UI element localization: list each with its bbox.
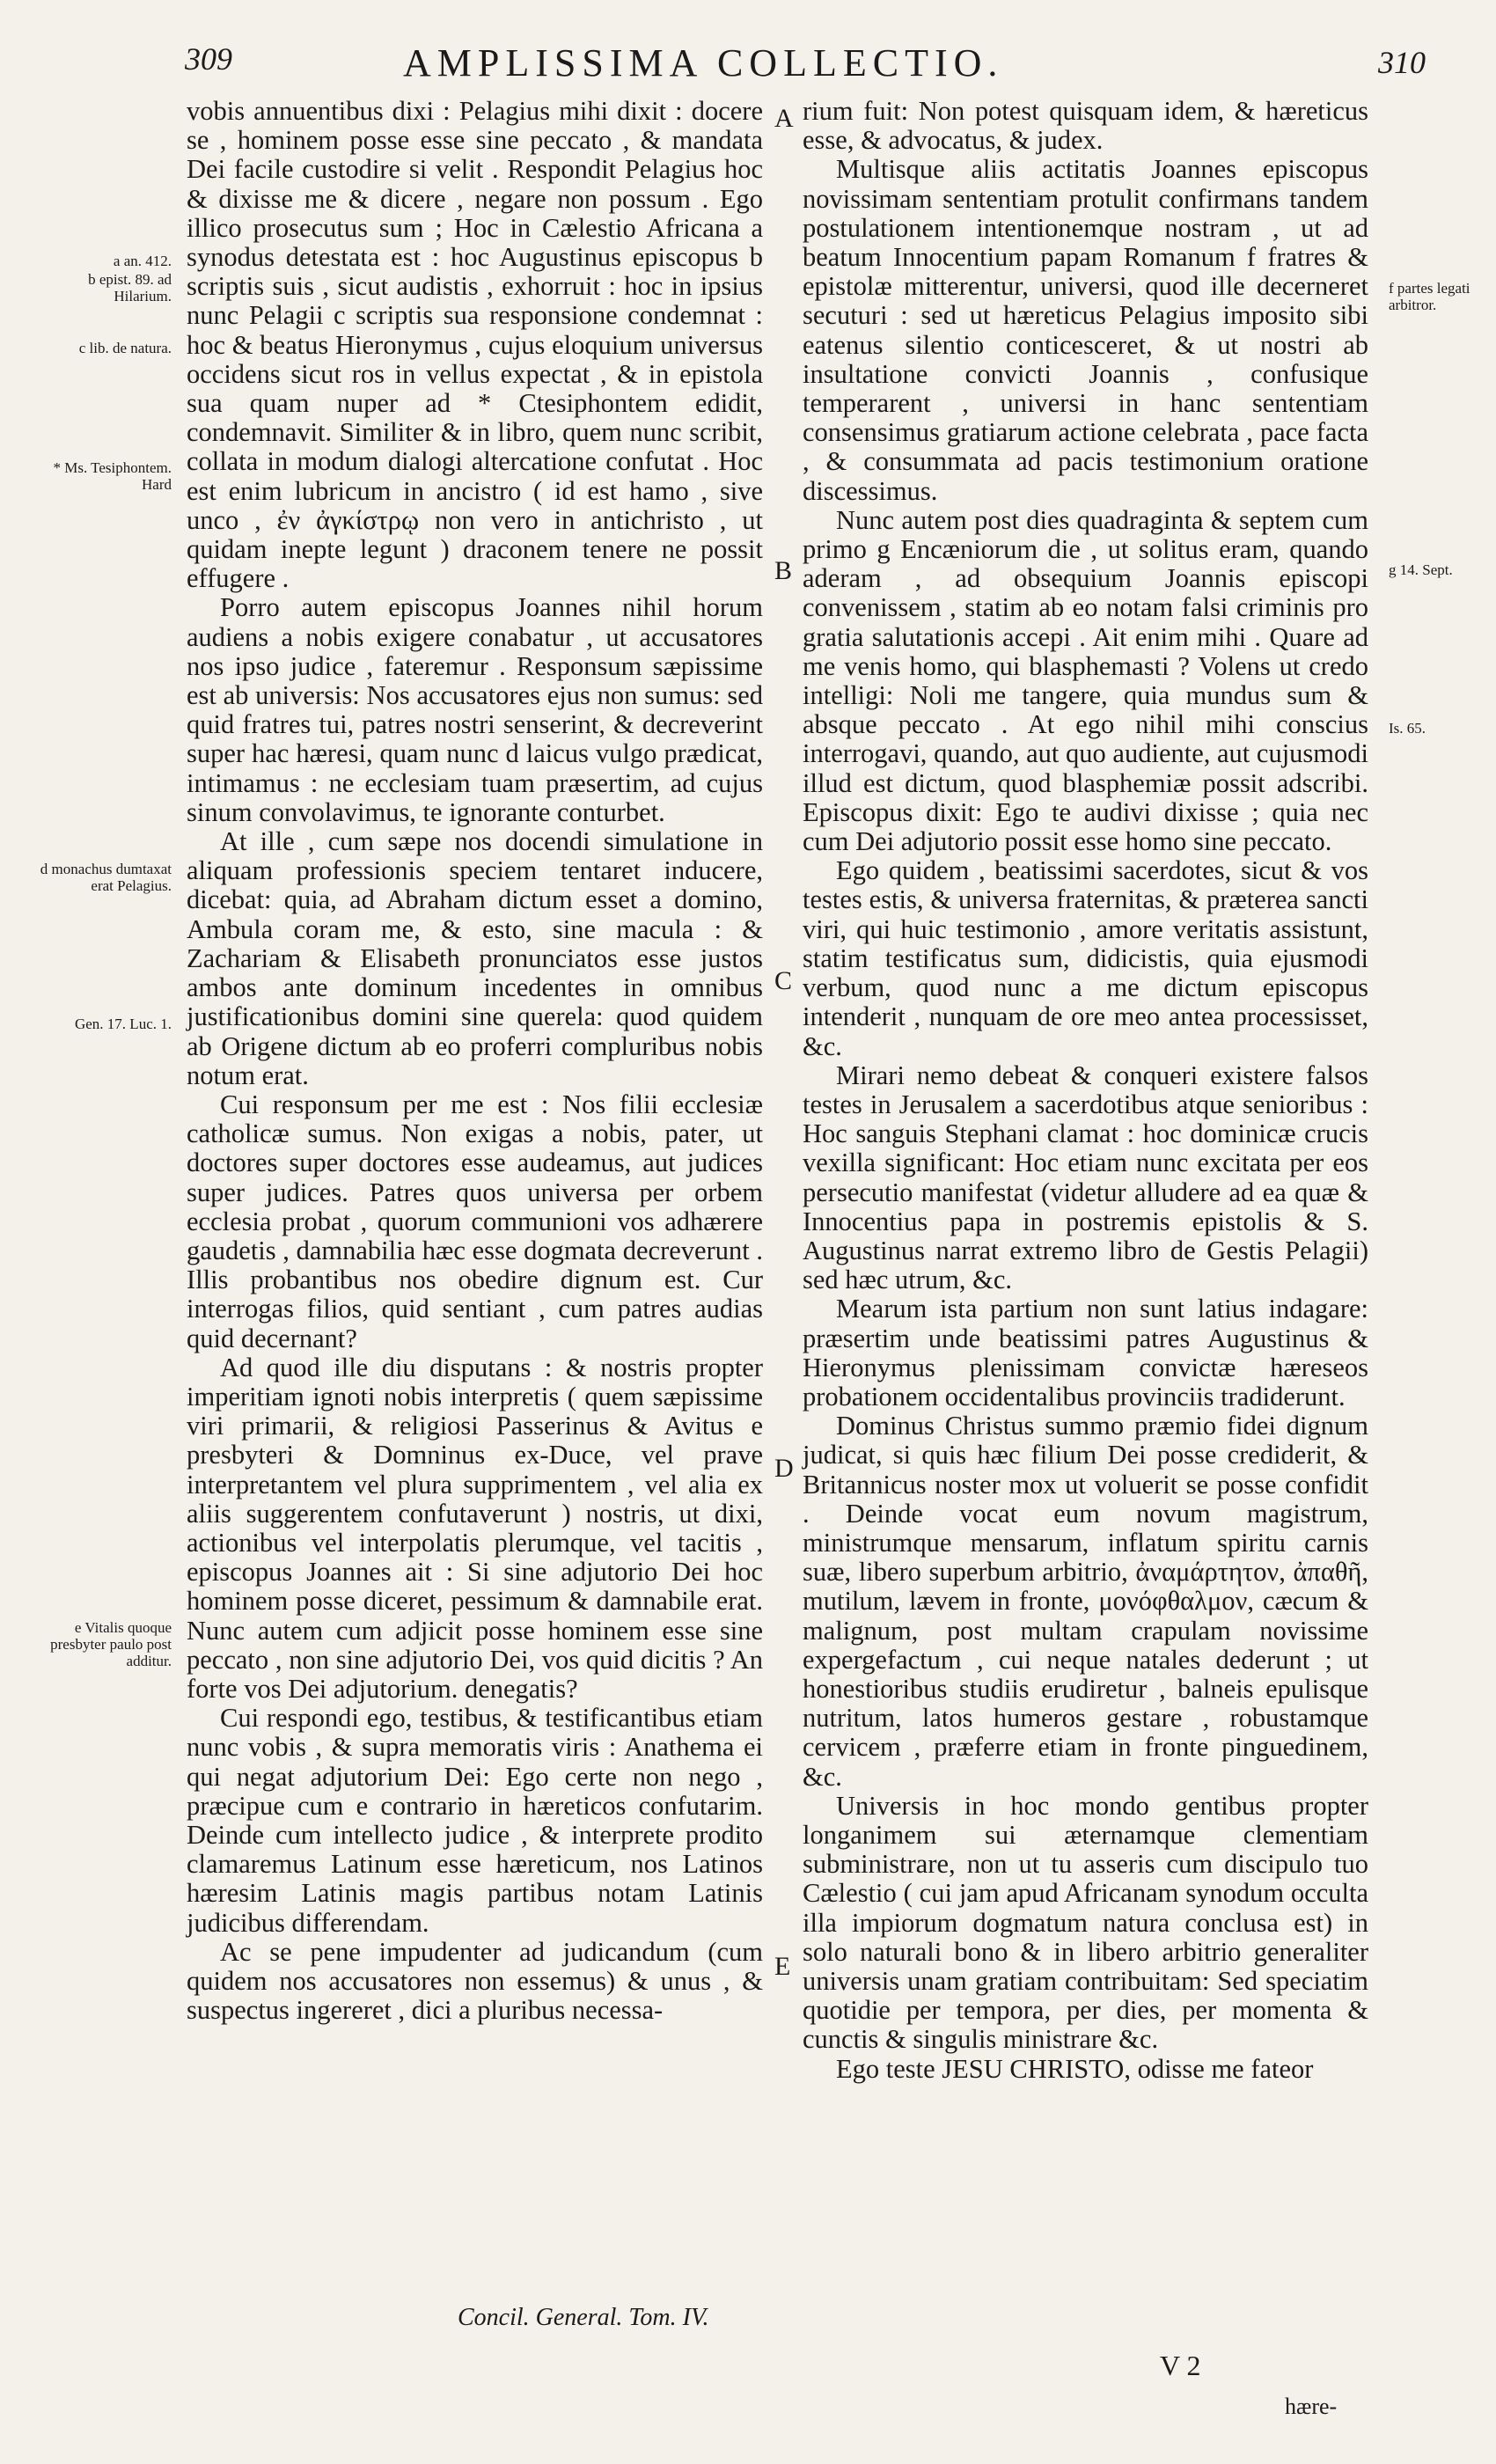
page-number-right: 310	[1378, 45, 1426, 80]
paragraph: Nunc autem post dies quadraginta & septem cum primo g Encæniorum die , ut solitus eram, quando aderam , ad obsequium Joannis episcopi convenissem , statim ab eo notam falsi criminis pro gratia salutationis accepi . Ait enim mihi . Quare ad me venis homo, qui blasphemasti ? Volens ut credo intelligi: Noli me tangere, quia mundus sum & absque peccato . At ego nihil mihi conscius interrogavi, quando, aut quo audiente, aut cujusmodi illud est dictum, quod blasphemiæ possit adscribi. Episcopus dixit: Ego te audivi dixisse ; quia nec cum Dei adjutorio possit esse homo sine peccato.	[803, 504, 1368, 857]
paragraph: Dominus Christus summo præmio fidei dignum judicat, si quis hæc filium Dei posse crediderit, & Britannicus noster mox ut voluerit se posse confidit . Deinde vocat eum novum magistrum, ministrumque mensarum, inflatum spiritu carnis suæ, libero superbum arbitrio, ἀναμάρτητον, ἀπαθῆ, mutilum, lævem in fronte, μονόφθαλμον, cæcum & malignum, post multam crapulam novissime expergefactum , cui neque natales dederunt ; ut honestioribus studiis erudiretur , balneis epulisque nutritum, latos humeros gestare , robustamque cervicem , præferre etiam in fronte pinguedinem, &c.	[803, 1411, 1368, 1792]
paragraph: vobis annuentibus dixi : Pelagius mihi dixit : docere se , hominem posse esse sine peccato , & mandata Dei facile custodire si velit . Respondit Pelagius hoc & dixisse me & dicere , negare non possum . Ego illico prosecutus sum ; Hoc in Cælestio Africana a synodus detestata est : hoc Augustinus episcopus b scriptis suis , sicut audistis , exhorruit : hoc in ipsius nunc Pelagii c scriptis sua responsione condemnat : hoc & beatus Hieronymus , cujus eloquium universus occidens sicut ros in vellus expectat , & in epistola sua quam nuper ad * Ctesiphontem edidit, condemnavit. Similiter & in libro, quem nunc scribit, collata in modum dialogi altercatione confutat . Hoc est enim lubricum in ancistro ( id est hamo , sive unco , ἐν ἀγκίστρῳ non vero in antichristo , ut quidam inepte legunt ) draconem tenere ne possit effugere .	[187, 96, 763, 594]
catchword: hære-	[1285, 2394, 1338, 2419]
page-number-left: 309	[185, 41, 232, 77]
right-column	[803, 97, 1368, 2084]
paragraph: Ego teste JESU CHRISTO, odisse me fateor	[836, 2053, 1314, 2084]
paragraph: Ad quod ille diu disputans : & nostris propter imperitiam ignoti nobis interpretis ( quem sæpissime viri primarii, & religiosi Passerinus & Avitus e presbyteri & Domninus ex-Duce, vel prave interpretantem vel plura supprimentem , vel alia ex aliis suggerentem confutaverunt ) nostris, ut dixi, actionibus vel interpolatis plerumque, vel tacitis , episcopus Joannes ait : Si sine adjutorio Dei hoc hominem posse diceret, pessimum & damnabile erat. Nunc autem cum adjicit posse hominem esse sine peccato , non sine adjutorio Dei, vos quid dicitis ? An forte vos Dei adjutorium. denegatis?	[187, 1352, 763, 1704]
paragraph: Porro autem episcopus Joannes nihil horum audiens a nobis exigere conabatur , ut accusatores nos ipso judice , fateremur . Responsum sæpissime est ab universis: Nos accusatores ejus non sumus: sed quid fratres tui, patres nostri senserint, & decreverint super hac hæresi, quam nunc d laicus vulgo prædicat, intimamus : ne ecclesiam tuam præsertim, ad cujus sinum convolavimus, te ignorante conturbet.	[187, 592, 763, 827]
margin-note: b epist. 89. ad Hilarium.	[88, 271, 172, 304]
paragraph: Cui respondi ego, testibus, & testificantibus etiam nunc vobis , & supra memoratis viris : Anathema ei qui negat adjutorium Dei: Ego certe non nego , præcipue cum e contrario in hæreticos confutarim. Deinde cum intellecto judice , & interprete prodito clamaremus Latinum esse hæreticum, nos Latinos hæresim Latinis magis partibus notam Latinis judicibus differendam.	[187, 1703, 763, 1938]
margin-note: c lib. de natura.	[78, 340, 172, 356]
paragraph: Universis in hoc mondo gentibus propter longanimem sui æternamque clementiam subministrare, non ut tu asseris cum discipulo tuo Cælestio ( cui jam apud Africanam synodum occulta illa impiorum dogmatum natura conclusa est) in solo naturali bono & in libero arbitrio generaliter universis unam gratiam contribuitam: Sed speciatim quotidie per tempora, per dies, per momenta & cunctis & singulis ministrare &c.	[803, 1790, 1368, 2055]
paragraph: Mearum ista partium non sunt latius indagare: præsertim unde beatissimi patres Augustinus & Hieronymus plenissimam convictæ hæreseos probationem occidentalibus provinciis tradiderunt.	[803, 1294, 1368, 1412]
margin-note: Is. 65.	[1389, 720, 1426, 737]
paragraph: Cui responsum per me est : Nos filii ecclesiæ catholicæ sumus. Non exigas a nobis, pater, ut doctores super doctores esse audeamus, aut judices super judices. Patres quos universa per orbem ecclesia probat , quorum communioni vos adhærere gaudetis , damnabilia hæc esse dogmata decreverunt . Illis probantibus nos obedire dignum est. Cur interrogas filios, quid sentiant , cum patres audias quid decernant?	[187, 1089, 763, 1353]
margin-note: a an. 412.	[113, 253, 172, 269]
left-column	[187, 97, 763, 2025]
section-letter: B	[774, 556, 793, 585]
paragraph: Ego quidem , beatissimi sacerdotes, sicut & vos testes estis, & universa fraternitas, & præterea sancti viri, qui huic testimonio , amore veritatis assistunt, statim testificatus sum, didicistis, quia ejusmodi verbum, quod nunc a me dictum episcopus intenderit , nunquam de ore meo antea processisset, &c.	[803, 855, 1368, 1061]
paragraph: At ille , cum sæpe nos docendi simulatione in aliquam professionis speciem tentaret inducere, dicebat: quia, ad Abraham dictum esset a domino, Ambula coram me, & esto, sine macula : & Zachariam & Elisabeth pronunciatos esse justos ambos ante dominum incedentes in omnibus justificationibus domini sine querela: quod quidem ab Origene dictum ab eo proferri compluribus nobis notum erat.	[187, 826, 763, 1090]
margin-note: * Ms. Tesiphontem. Hard	[53, 459, 172, 493]
page-header	[176, 40, 1426, 93]
paragraph: Ac se pene impudenter ad judicandum (cum quidem nos accusatores non essemus) & unus , & suspectus ingereret , dici a pluribus necessa-	[187, 1936, 763, 2026]
section-letter: D	[774, 1454, 794, 1483]
source-note: Concil. General. Tom. IV.	[458, 2304, 709, 2331]
signature-mark: V 2	[1160, 2350, 1201, 2381]
margin-note: d monachus dumtaxat erat Pelagius.	[40, 861, 172, 894]
paragraph: rium fuit: Non potest quisquam idem, & hæreticus esse, & advocatus, & judex.	[803, 96, 1368, 156]
paragraph: Multisque aliis actitatis Joannes episcopus novissimam sententiam protulit confirmans tandem postulationem intentionemque nostram , ut ad beatum Innocentium papam Romanum f fratres & epistolæ mitterentur, universi, quod ille decerneret secuturi : sed ut hæreticus Pelagius imposito sibi eatenus silentio conticesceret, & ut nostri ab insultatione convicti Joannis , confusique temperarent , universi in hanc sententiam consensimus gratiarum actione celebrata , pace facta , & consummata ad pacis testimonium oratione discessimus.	[803, 154, 1368, 506]
paragraph: Mirari nemo debeat & conqueri existere falsos testes in Jerusalem a sacerdotibus atque senioribus : Hoc sanguis Stephani clamat : hoc dominicæ crucis vexilla significant: Hoc etiam nunc excitata per eos persecutio manifestat (videtur alludere ad ea quæ & Innocentius papa in postremis epistolis & S. Augustinus narrat extremo libro de Gestis Pelagii) sed hæc utrum, &c.	[803, 1060, 1368, 1295]
margin-note: f partes legati arbitror.	[1389, 280, 1470, 313]
running-title: AMPLISSIMA COLLECTIO.	[403, 41, 1004, 84]
section-letter: E	[774, 1952, 791, 1981]
section-letter: C	[774, 966, 793, 995]
margin-note: Gen. 17. Luc. 1.	[74, 1016, 172, 1032]
section-letter: A	[774, 104, 794, 133]
margin-note: e Vitalis quoque presbyter paulo post additur.	[50, 1619, 172, 1669]
margin-note: g 14. Sept.	[1389, 561, 1453, 578]
